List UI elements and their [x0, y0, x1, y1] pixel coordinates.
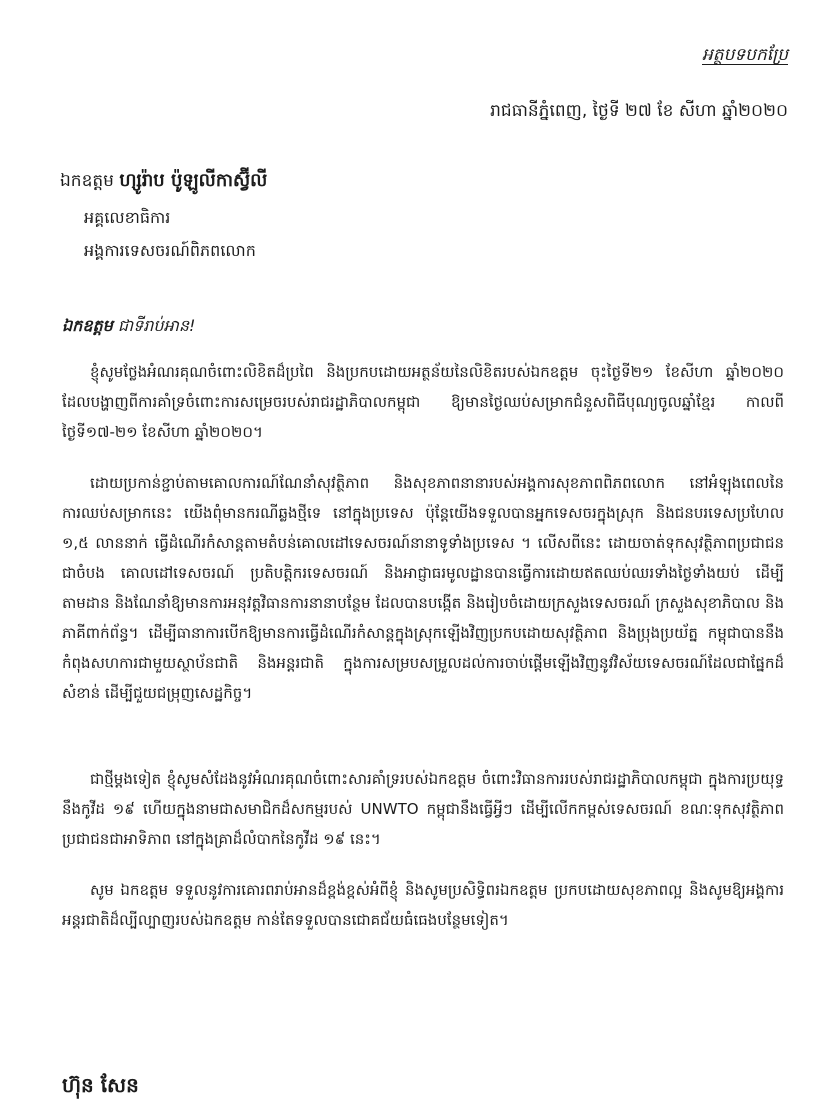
place-date: រាជធានីភ្នំពេញ, ថ្ងៃទី ២៧ ខែ សីហា ឆ្នាំ២០២០ [490, 101, 788, 121]
salutation [62, 315, 195, 339]
signature-name: ហ៊ុន សែន [62, 1073, 139, 1097]
recipient-position: អគ្គលេខាធិការ [84, 208, 171, 227]
body-paragraph-2: ដោយប្រកាន់ខ្ជាប់តាមគោលការណ៍ណែនាំសុវត្ថិភាព និងសុខភាពនានារបស់អង្គការសុខភាពពិភពលោក នៅអំឡុងពេលនៃការឈប់សម្រាកនេះ យើងពុំមានករណីឆ្លងថ្មីទេ នៅក្នុងប្រទេស ប៉ុន្តែយើងទទួលបានអ្នកទេសចរក្នុងស្រុក និងជនបរទេសប្រហែល ១,៥ លាននាក់ ធ្វើដំណើរកំសាន្តតាមតំបន់គោលដៅទេសចរណ៍នានាទូទាំងប្រទេស ។ លើសពីនេះ ដោយចាត់ទុកសុវត្ថិភាពប្រជាជនជាចំបង គោលដៅទេសចរណ៍ ប្រតិបត្តិករទេសចរណ៍ និងអាជ្ញាធរមូលដ្ឋានបានធ្វើការដោយឥតឈប់ឈរទាំងថ្ងៃទាំងយប់ ដើម្បីតាមដាន និងណែនាំឱ្យមានការអនុវត្តវិធានការនានាបន្ថែម ដែលបានបង្កើត និងរៀបចំដោយក្រសួងទេសចរណ៍ ក្រសួងសុខាភិបាល និងភាគីពាក់ព័ន្ធ។ ដើម្បីធានាការបើកឱ្យមានការធ្វើដំណើរកំសាន្តក្នុងស្រុកឡើងវិញប្រកបដោយសុវត្ថិភាព និងប្រុងប្រយ័ត្ន កម្ពុជាបាននឹងកំពុងសហការជាមួយស្ថាប័នជាតិ និងអន្តរជាតិ ក្នុងការសម្របសម្រួលដល់ការចាប់ផ្តើមឡើងវិញនូវវិស័យទេសចរណ៍ដែលជាផ្នែកដ៏សំខាន់ ដើម្បីជួយជម្រុញសេដ្ឋកិច្ច។ [62, 474, 784, 702]
body-paragraph-4: សូម ឯកឧត្តម ទទួលនូវការគោរពរាប់អានដ៏ខ្ពង់ខ្ពស់អំពីខ្ញុំ និងសូមប្រសិទ្ធិពរឯកឧត្តម ប្រកបដោយសុខភាពល្អ និងសូមឱ្យអង្គការអន្តរជាតិដ៏ល្បីល្បាញរបស់ឯកឧត្តម កាន់តែទទួលបានជោគជ័យធំធេងបន្ថែមទៀត។ [62, 881, 784, 929]
translation-label: អត្ថបទបកប្រែ [702, 45, 788, 65]
recipient-organization: អង្គការទេសចរណ៍ពិភពលោក [84, 241, 256, 260]
body-paragraph-3: ជាថ្មីម្តងទៀត ខ្ញុំសូមសំដែងនូវអំណរគុណចំពោះសារគាំទ្ររបស់ឯកឧត្តម ចំពោះវិធានការរបស់រាជរដ្ឋាភិបាលកម្ពុជា ក្នុងការប្រយុទ្ធនឹងកូវីដ ១៩ ហើយក្នុងនាមជាសមាជិកដ៏សកម្មរបស់ UNWTO កម្ពុជានឹងធ្វើអ្វីៗ ដើម្បីលើកកម្ពស់ទេសចរណ៍ ខណៈទុកសុវត្ថិភាពប្រជាជនជាអាទិភាព នៅក្នុងគ្រាដ៏លំបាកនៃកូវីដ ១៩ នេះ។ [62, 770, 784, 848]
recipient-title: ឯកឧត្តម [60, 171, 114, 191]
salutation-title: ឯកឧត្តម [62, 316, 113, 335]
recipient-line [60, 168, 267, 195]
recipient-name: ហ្សូរ៉ាប ប៉ូឡូលីកាស្វ៊ីលី [119, 170, 268, 191]
body-paragraph-1: ខ្ញុំសូមថ្លែងអំណរគុណចំពោះលិខិតដ៏ប្រពៃ និងប្រកបដោយអត្ថន័យនៃលិខិតរបស់ឯកឧត្តម ចុះថ្ងៃទី២១ ខែសីហា ឆ្នាំ២០២០ ដែលបង្ហាញពីការគាំទ្រចំពោះការសម្រេចរបស់រាជរដ្ឋាភិបាលកម្ពុជា ឱ្យមានថ្ងៃឈប់សម្រាកជំនួសពិធីបុណ្យចូលឆ្នាំខ្មែរ កាលពីថ្ងៃទី១៧-២១ ខែសីហា ឆ្នាំ២០២០។ [62, 363, 784, 441]
salutation-text: ជាទីរាប់អាន! [117, 316, 196, 335]
